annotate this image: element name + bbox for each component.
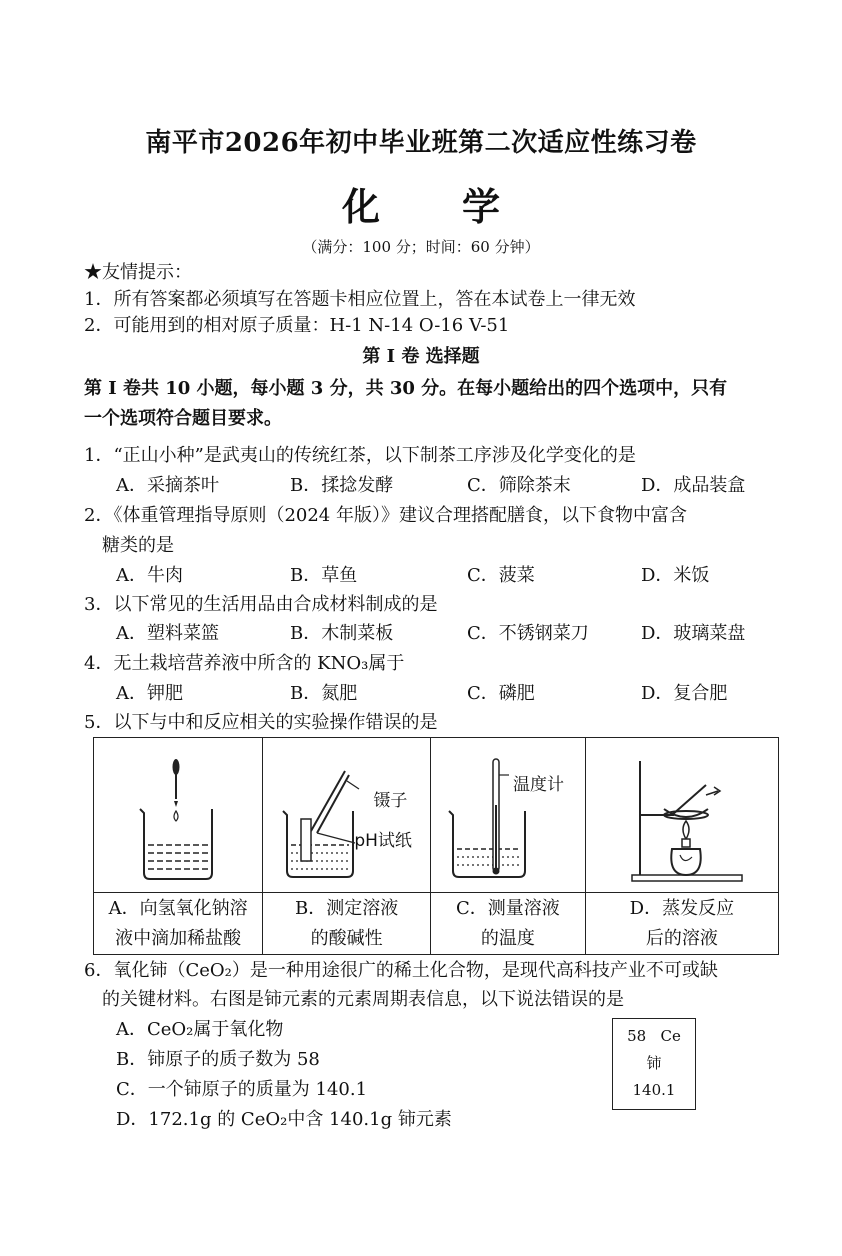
figure-a-caption — [94, 893, 263, 955]
figure-c-caption-line-2: 的温度 — [480, 927, 535, 949]
question-6-stem-line-2: 的关键材料。右图是铈元素的元素周期表信息，以下说法错误的是 — [102, 989, 624, 1010]
figure-b-caption — [263, 893, 431, 955]
element-card-cerium — [612, 1018, 696, 1110]
element-symbol: Ce — [660, 1027, 681, 1045]
element-atomic-number: 58 — [627, 1027, 647, 1045]
question-5-figure-table — [93, 737, 779, 955]
tip-item-2: 2．可能用到的相对原子质量：H-1 N-14 O-16 V-51 — [84, 315, 510, 336]
ph-paper-label: pH试纸 — [354, 831, 412, 851]
figure-b-cell — [263, 738, 431, 893]
question-2-option-c: C．菠菜 — [467, 565, 535, 586]
figure-c-cell — [430, 738, 585, 893]
exam-title: 南平市2026年初中毕业班第二次适应性练习卷 — [145, 128, 697, 158]
question-1-option-d: D．成品装盒 — [641, 475, 746, 496]
question-4-option-c: C．磷肥 — [467, 683, 535, 704]
question-3-option-a: A．塑料菜篮 — [116, 623, 219, 644]
question-1-option-a: A．采摘茶叶 — [116, 475, 219, 496]
tweezers-label: 镊子 — [373, 791, 408, 811]
subject-char-2: 学 — [462, 184, 501, 229]
question-4-option-d: D．复合肥 — [641, 683, 728, 704]
dropper-beaker-icon — [118, 745, 238, 885]
figure-d-cell — [585, 738, 778, 893]
question-2-option-d: D．米饭 — [641, 565, 710, 586]
question-6-stem-line-1: 6．氧化铈（CeO₂）是一种用途很广的稀土化合物，是现代高科技产业不可或缺 — [84, 960, 718, 981]
section-title: 第 I 卷 选择题 — [362, 346, 480, 367]
figure-b-caption-line-1: B．测定溶液 — [295, 897, 399, 919]
question-1-option-c: C．筛除茶末 — [467, 475, 571, 496]
section-instruction-line-2: 一个选项符合题目要求。 — [84, 408, 282, 429]
tip-item-1: 1．所有答案都必须填写在答题卡相应位置上，答在本试卷上一律无效 — [84, 289, 636, 310]
figure-c-caption-line-1: C．测量溶液 — [455, 897, 560, 919]
section-instruction-line-1: 第 I 卷共 10 小题，每小题 3 分，共 30 分。在每小题给出的四个选项中，只有 — [84, 378, 728, 399]
subject-char-1: 化 — [341, 184, 380, 229]
question-2-stem-line-1: 2．《体重管理指导原则（2024 年版）》建议合理搭配膳食，以下食物中富含 — [84, 505, 687, 526]
question-2-stem-line-2: 糖类的是 — [102, 535, 174, 556]
question-1-option-b: B．揉捻发酵 — [290, 475, 394, 496]
question-3-option-c: C．不锈钢菜刀 — [467, 623, 589, 644]
element-card-top — [613, 1023, 695, 1050]
figure-c-caption — [430, 893, 585, 955]
question-6-option-b: B．铈原子的质子数为 58 — [116, 1049, 320, 1070]
question-4-option-a: A．钾肥 — [116, 683, 183, 704]
question-2-option-b: B．草鱼 — [290, 565, 358, 586]
question-5-stem: 5．以下与中和反应相关的实验操作错误的是 — [84, 712, 438, 733]
element-atomic-mass: 140.1 — [632, 1081, 676, 1099]
subject-title — [0, 176, 842, 231]
question-4-option-b: B．氮肥 — [290, 683, 358, 704]
question-1-stem: 1．“正山小种”是武夷山的传统红茶，以下制茶工序涉及化学变化的是 — [84, 445, 636, 466]
score-info: （满分：100 分；时间：60 分钟） — [302, 238, 540, 256]
figure-d-caption-line-1: D．蒸发反应 — [629, 897, 735, 919]
question-3-option-d: D．玻璃菜盘 — [641, 623, 746, 644]
evaporation-setup-icon — [602, 745, 762, 885]
question-6-option-a: A．CeO₂属于氧化物 — [116, 1019, 284, 1040]
question-6-option-d: D．172.1g 的 CeO₂中含 140.1g 铈元素 — [116, 1109, 452, 1130]
question-4-stem: 4．无土栽培营养液中所含的 KNO₃属于 — [84, 653, 405, 674]
question-6-option-c: C．一个铈原子的质量为 140.1 — [116, 1079, 368, 1100]
figure-b-caption-line-2: 的酸碱性 — [310, 927, 383, 949]
thermometer-beaker-icon — [433, 745, 583, 885]
question-2-option-a: A．牛肉 — [116, 565, 183, 586]
figure-a-caption-line-1: A．向氢氧化钠溶 — [108, 897, 248, 919]
element-name: 铈 — [646, 1054, 662, 1072]
figure-d-caption-line-2: 后的溶液 — [645, 927, 718, 949]
question-3-option-b: B．木制菜板 — [290, 623, 394, 644]
question-3-stem: 3．以下常见的生活用品由合成材料制成的是 — [84, 594, 438, 615]
figure-a-caption-line-2: 液中滴加稀盐酸 — [115, 927, 242, 949]
tips-heading: ★友情提示： — [84, 262, 192, 283]
figure-a-cell — [94, 738, 263, 893]
figure-d-caption — [585, 893, 778, 955]
thermometer-label: 温度计 — [512, 775, 564, 795]
